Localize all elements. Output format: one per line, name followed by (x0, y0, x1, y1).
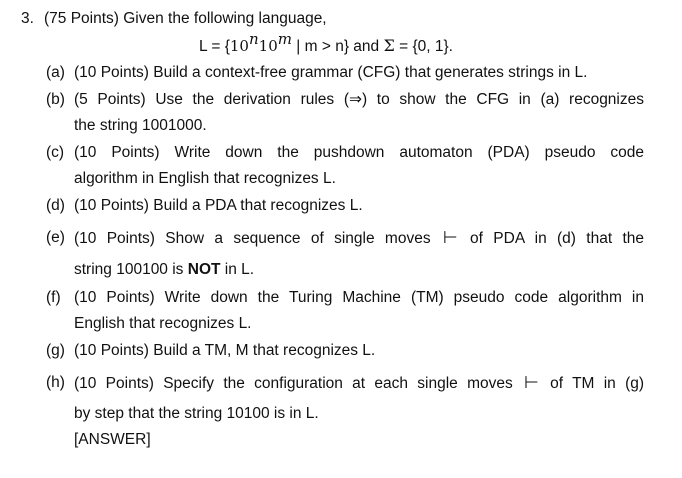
part-b-text-line1: (5 Points) Use the derivation rules (⇒) to show the CFG in (a) recognizes (74, 91, 644, 108)
language-condition: | m > n} and (291, 38, 384, 55)
language-lhs: L = { (199, 38, 230, 55)
question-number: 3. (21, 10, 34, 27)
part-a-text: (10 Points) Build a context-free grammar (CFG) that generates strings in L. (74, 64, 588, 81)
part-d-label: (d) (46, 197, 65, 214)
part-c-label: (c) (46, 144, 65, 161)
language-definition (199, 29, 453, 57)
part-e-line2-after: in L. (220, 261, 255, 278)
part-b-label: (b) (46, 91, 65, 108)
part-f-text-line2: English that recognizes L. (74, 315, 252, 332)
sigma-symbol: Σ (383, 36, 395, 55)
part-b-text-line2: the string 1001000. (74, 117, 207, 134)
part-f-text-line1: (10 Points) Write down the Turing Machine (TM) pseudo code algorithm in (74, 289, 644, 306)
part-e-label: (e) (46, 229, 65, 246)
part-h-text-line1 (74, 373, 644, 394)
language-base2: 10 (258, 37, 278, 55)
part-a-label: (a) (46, 64, 65, 81)
turnstile-symbol: ⊢ (442, 228, 458, 248)
part-h-line1-before: (10 Points) Specify the configuration at each single moves (74, 375, 513, 392)
question-intro: (75 Points) Given the following language, (44, 10, 327, 27)
part-e-text-line1 (74, 228, 644, 249)
part-c-text-line2: algorithm in English that recognizes L. (74, 170, 336, 187)
part-e-line1-before: (10 Points) Show a sequence of single moves (74, 230, 431, 247)
part-h-line1-after: of TM in (g) (550, 375, 645, 392)
part-c-text-line1: (10 Points) Write down the pushdown automaton (PDA) pseudo code (74, 144, 644, 161)
part-e-line2-before: string 100100 is (74, 261, 188, 278)
part-h-label: (h) (46, 374, 65, 391)
language-base: 10 (229, 37, 249, 55)
answer-placeholder: [ANSWER] (74, 431, 151, 448)
part-f-label: (f) (46, 289, 61, 306)
language-exp-m: m (277, 29, 292, 48)
part-e-not-emphasis: NOT (187, 261, 221, 278)
turnstile-symbol: ⊢ (524, 373, 539, 393)
part-e-line1-after: of PDA in (d) that the (470, 230, 644, 247)
part-d-text: (10 Points) Build a PDA that recognizes L. (74, 197, 363, 214)
part-e-text-line2 (74, 260, 644, 280)
language-alphabet: = {0, 1}. (394, 38, 453, 55)
part-g-text: (10 Points) Build a TM, M that recognizes L. (74, 342, 376, 359)
part-h-text-line2: by step that the string 10100 is in L. (74, 405, 319, 422)
language-exp-n: n (248, 29, 259, 48)
part-g-label: (g) (46, 342, 65, 359)
